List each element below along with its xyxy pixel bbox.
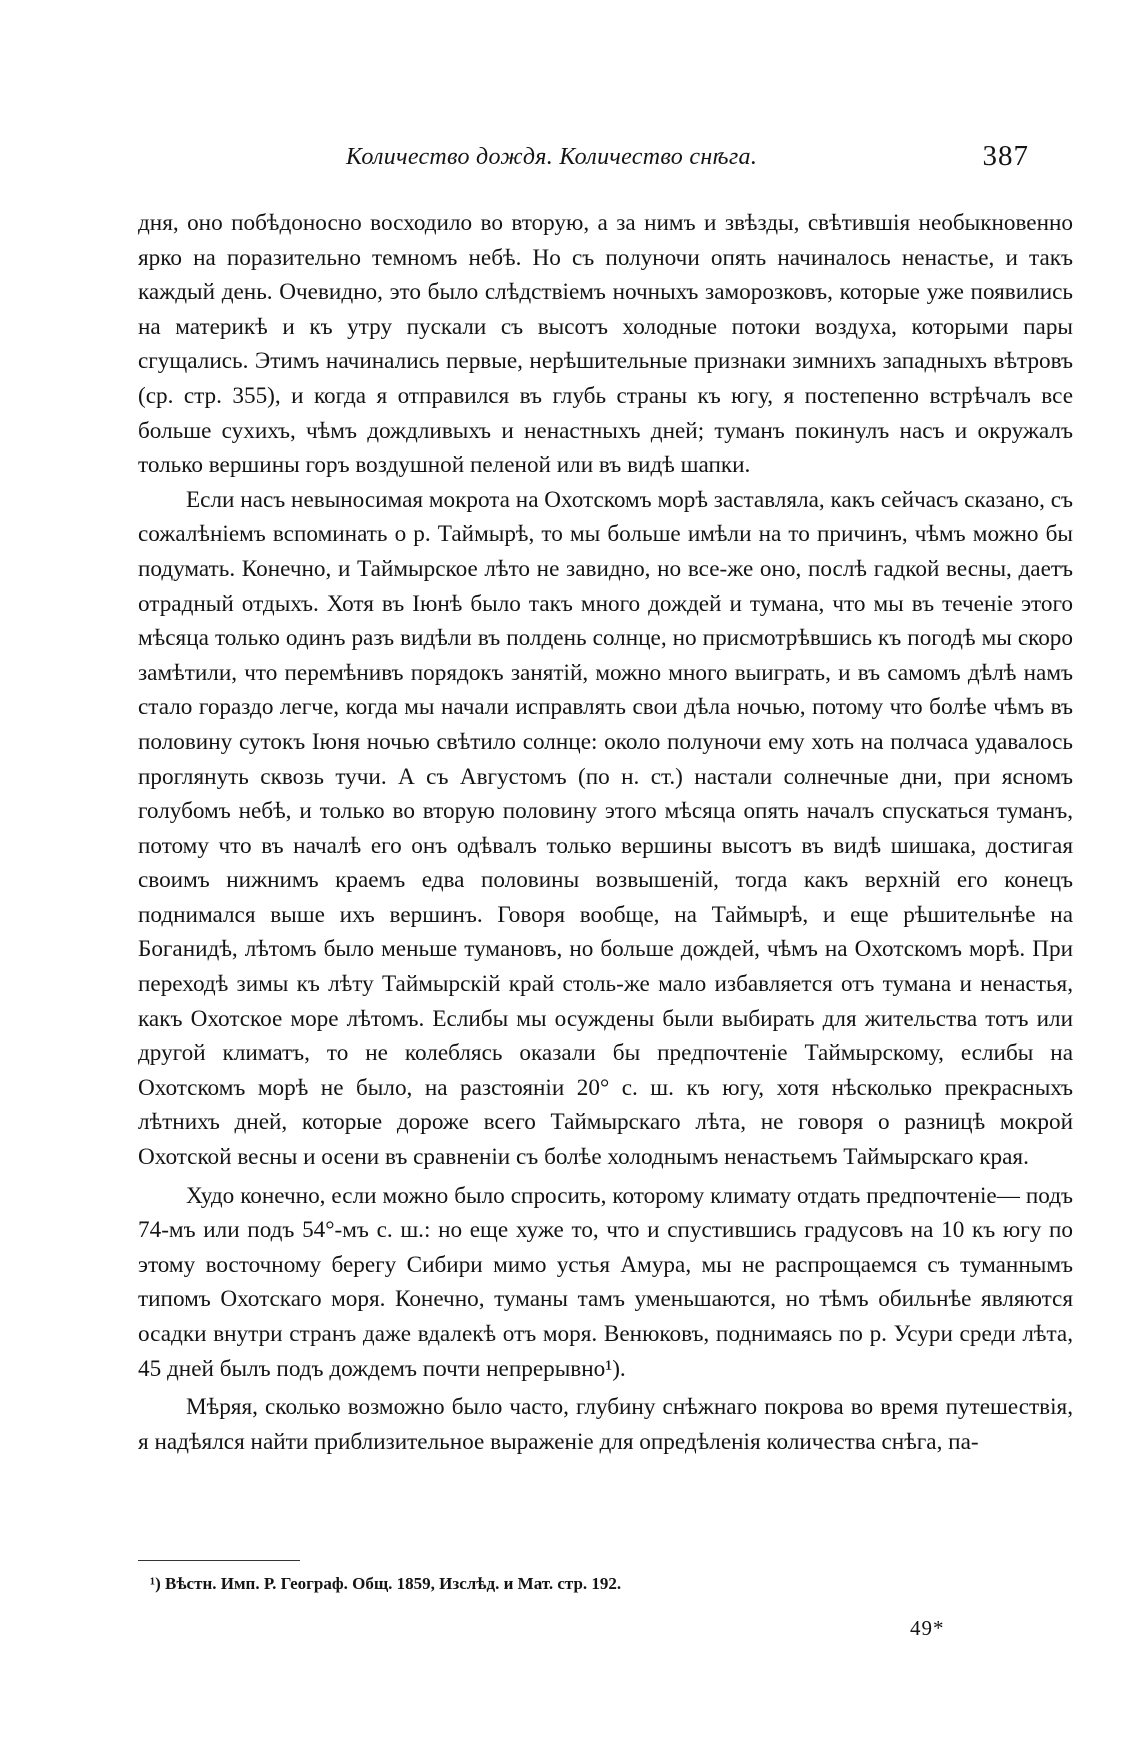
running-head xyxy=(346,140,1046,180)
body-text xyxy=(138,206,1073,1459)
footnote: ¹) Вѣстн. Имп. Р. Географ. Общ. 1859, Изслѣд. и Мат. стр. 192. xyxy=(150,1574,622,1593)
page-number: 387 xyxy=(982,140,1029,172)
paragraph: Худо конечно, если можно было спросить, которому климату отдать предпочтеніе— подъ 74-мъ или подъ 54°-мъ с. ш.: но еще хуже то, что и спустившись градусовъ на 10 къ югу по этому восточному берегу Сибири мимо устья Амура, мы не распрощаемся съ туманнымъ типомъ Охотскаго моря. Конечно, туманы тамъ уменьшаются, но тѣмъ обильнѣе являются осадки внутри странъ даже вдалекѣ отъ моря. Венюковъ, поднимаясь по р. Усури среди лѣта, 45 дней былъ подъ дождемъ почти непрерывно¹). xyxy=(138,1182,1073,1382)
running-title: Количество дождя. Количество снѣга. xyxy=(346,144,758,170)
footnote-divider xyxy=(138,1560,300,1561)
paragraph-continuation: дня, оно побѣдоносно восходило во вторую, а за нимъ и звѣзды, свѣтившія необыкновенно ярко на поразительно темномъ небѣ. Но съ полуночи опять начиналось ненастье, и такъ каждый день. Очевидно, это было слѣдствіемъ ночныхъ заморозковъ, которые уже появились на материкѣ и къ утру пускали съ высотъ холодные потоки воздуха, которыми пары сгущались. Этимъ начинались первые, нерѣшительные признаки зимнихъ западныхъ вѣтровъ (ср. стр. 355), и когда я отправился въ глубь страны къ югу, я постепенно встрѣчалъ все больше сухихъ, чѣмъ дождливыхъ и ненастныхъ дней; туманъ покинулъ насъ и окружалъ только вершины горъ воздушной пеленой или въ видѣ шапки. xyxy=(138,210,1073,479)
signature-mark: 49* xyxy=(910,1616,945,1640)
paragraph: Мѣряя, сколько возможно было часто, глубину снѣжнаго покрова во время путешествія, я надѣялся найти приблизительное выраженіе для опредѣленія количества снѣга, па- xyxy=(138,1394,1073,1455)
paragraph: Если насъ невыносимая мокрота на Охотскомъ морѣ заставляла, какъ сейчасъ сказано, съ сожалѣніемъ вспоминать о р. Таймырѣ, то мы больше имѣли на то причинъ, чѣмъ можно бы подумать. Конечно, и Таймырское лѣто не завидно, но все-же оно, послѣ гадкой весны, даетъ отрадный отдыхъ. Хотя въ Іюнѣ было такъ много дождей и тумана, что мы въ теченіе этого мѣсяца только одинъ разъ видѣли въ полдень солнце, но присмотрѣвшись къ погодѣ мы скоро замѣтили, что перемѣнивъ порядокъ занятій, можно много выиграть, и въ самомъ дѣлѣ намъ стало гораздо легче, когда мы начали исправлять свои дѣла ночью, потому что болѣе чѣмъ въ половину сутокъ Іюня ночью свѣтило солнце: около полуночи ему хоть на полчаса удавалось проглянуть сквозь тучи. А съ Августомъ (по н. ст.) настали солнечные дни, при ясномъ голубомъ небѣ, и только во вторую половину этого мѣсяца опять началъ спускаться туманъ, потому что въ началѣ его онъ одѣвалъ только вершины высотъ въ видѣ шишака, достигая своимъ нижнимъ краемъ едва половины возвышеній, тогда какъ верхній его конецъ поднимался выше ихъ вершинъ. Говоря вообще, на Таймырѣ, и еще рѣшительнѣе на Боганидѣ, лѣтомъ было меньше тумановъ, но больше дождей, чѣмъ на Охотскомъ морѣ. При переходѣ зимы къ лѣту Таймырскій край столь-же мало избавляется отъ тумана и ненастья, какъ Охотское море лѣтомъ. Еслибы мы осуждены были выбирать для жительства тотъ или другой климатъ, то не колеблясь оказали бы предпочтеніе Таймырскому, еслибы на Охотскомъ морѣ не было, на разстояніи 20° с. ш. къ югу, хотя нѣсколько прекрасныхъ лѣтнихъ дней, которые дороже всего Таймырскаго лѣта, не говоря о разницѣ мокрой Охотской весны и осени въ сравненіи съ болѣе холоднымъ ненастьемъ Таймырскаго края. xyxy=(138,486,1073,1171)
